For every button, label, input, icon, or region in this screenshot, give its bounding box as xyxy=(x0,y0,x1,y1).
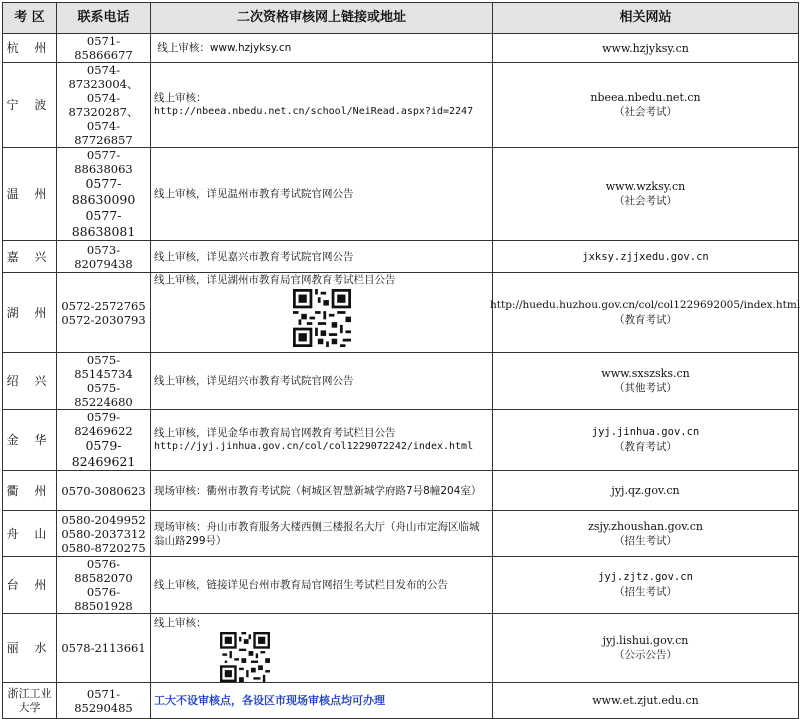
website-cell xyxy=(493,683,799,719)
phone-cell: 0572-2572765 0572-2030793 xyxy=(57,273,151,353)
address-cell xyxy=(151,34,493,63)
phone-cell: 0579-82469622 0579-82469621 xyxy=(57,410,151,471)
table-row xyxy=(3,410,799,471)
website-link[interactable]: www.hzjyksy.cn xyxy=(602,41,689,55)
address-cell xyxy=(151,683,493,719)
address-cell xyxy=(151,241,493,273)
region-cell: 温 州 xyxy=(3,148,57,241)
table-row xyxy=(3,683,799,719)
region-cell: 舟 山 xyxy=(3,511,57,557)
website-cell xyxy=(493,241,799,273)
phone-cell: 0576-88582070 0576-88501928 xyxy=(57,557,151,614)
header-website: 相关网站 xyxy=(493,3,799,34)
region-cell: 台 州 xyxy=(3,557,57,614)
website-link[interactable]: jyj.lishui.gov.cn xyxy=(602,634,689,647)
address-text: 线上审核，详见湖州市教育局官网教育考试栏目公告 xyxy=(154,274,396,286)
region-cell: 丽 水 xyxy=(3,614,57,683)
website-link[interactable]: http://huedu.huzhou.gov.cn/col/col1229692005/index.html xyxy=(490,298,800,311)
table-row xyxy=(3,557,799,614)
address-text: 线上审核： xyxy=(154,92,207,104)
table-row xyxy=(3,148,799,241)
phone-cell: 0571-85866677 xyxy=(57,34,151,63)
region-cell: 嘉 兴 xyxy=(3,241,57,273)
qr-code-icon xyxy=(293,289,351,347)
header-phone: 联系电话 xyxy=(57,3,151,34)
website-cell xyxy=(493,511,799,557)
address-text: 线上审核： xyxy=(154,617,207,629)
address-cell xyxy=(151,557,493,614)
address-text: 线上审核，链接详见台州市教育局官网招生考试栏目发布的公告 xyxy=(154,579,448,591)
website-category: （公示公告） xyxy=(614,649,677,661)
region-cell: 湖 州 xyxy=(3,273,57,353)
website-category: （招生考试） xyxy=(614,586,677,598)
address-text: 工大不设审核点，各设区市现场审核点均可办理 xyxy=(154,693,385,707)
table-row xyxy=(3,63,799,148)
address-cell xyxy=(151,410,493,471)
website-cell xyxy=(493,63,799,148)
website-link[interactable]: www.sxszsks.cn xyxy=(601,367,690,380)
address-cell xyxy=(151,148,493,241)
address-link[interactable]: http://jyj.jinhua.gov.cn/col/col1229072242/index.html xyxy=(154,441,474,452)
address-text: 线上审核，详见绍兴市教育考试院官网公告 xyxy=(154,375,354,387)
website-category: （社会考试） xyxy=(614,195,677,207)
website-cell xyxy=(493,353,799,410)
phone-cell: 0573-82079438 xyxy=(57,241,151,273)
phone-cell: 0578-2113661 xyxy=(57,614,151,683)
phone-cell: 0580-2049952 0580-2037312 0580-8720275 xyxy=(57,511,151,557)
address-text: 线上审核，详见温州市教育考试院官网公告 xyxy=(154,188,354,200)
region-cell: 杭 州 xyxy=(3,34,57,63)
table-row xyxy=(3,614,799,683)
region-cell: 衢 州 xyxy=(3,471,57,511)
region-cell: 浙江工业大学 xyxy=(3,683,57,719)
website-link[interactable]: nbeea.nbedu.net.cn xyxy=(590,91,701,104)
website-link[interactable]: jyj.jinhua.gov.cn xyxy=(591,426,700,438)
table-row xyxy=(3,34,799,63)
website-category: （招生考试） xyxy=(614,534,677,547)
address-text: 线上审核，详见金华市教育局官网教育考试栏目公告 xyxy=(154,427,396,439)
website-cell xyxy=(493,34,799,63)
address-cell xyxy=(151,614,493,683)
website-category: （教育考试） xyxy=(614,441,677,453)
table-row xyxy=(3,353,799,410)
website-cell xyxy=(493,471,799,511)
website-cell xyxy=(493,148,799,241)
qr-code-icon xyxy=(218,632,272,682)
website-link[interactable]: www.wzksy.cn xyxy=(605,180,686,193)
table-row xyxy=(3,511,799,557)
table-header-row xyxy=(3,3,799,34)
website-category: （其他考试） xyxy=(614,382,677,394)
website-link[interactable]: jyj.qz.gov.cn xyxy=(611,484,680,497)
header-address: 二次资格审核网上链接或地址 xyxy=(151,3,493,34)
phone-cell: 0577-88638063 0577- 88630090 0577- 88638081 xyxy=(57,148,151,241)
phone-cell: 0575-85145734 0575-85224680 xyxy=(57,353,151,410)
table-row xyxy=(3,241,799,273)
address-text: 线上审核，详见嘉兴市教育考试院官网公告 xyxy=(154,250,354,263)
website-cell xyxy=(493,614,799,683)
address-text: 现场审核：舟山市教育服务大楼西侧三楼报名大厅（舟山市定海区临城翁山路299号） xyxy=(154,520,480,547)
address-cell xyxy=(151,273,493,353)
region-cell: 宁 波 xyxy=(3,63,57,148)
website-category: （教育考试） xyxy=(614,313,677,326)
website-category: （社会考试） xyxy=(614,106,677,118)
address-cell xyxy=(151,511,493,557)
website-cell xyxy=(490,273,800,353)
address-cell xyxy=(151,353,493,410)
website-cell xyxy=(493,410,799,471)
address-text: 线上审核：www.hzjyksy.cn xyxy=(157,42,292,54)
website-link[interactable]: jyj.zjtz.gov.cn xyxy=(598,571,693,583)
region-cell: 金 华 xyxy=(3,410,57,471)
website-link[interactable]: jxksy.zjjxedu.gov.cn xyxy=(582,250,709,263)
address-cell xyxy=(151,63,493,148)
website-link[interactable]: zsjy.zhoushan.gov.cn xyxy=(588,519,703,533)
phone-cell: 0574- 87323004、 0574- 87320287、 0574-87726857 xyxy=(57,63,151,148)
table-row xyxy=(3,471,799,511)
website-link[interactable]: www.et.zjut.edu.cn xyxy=(592,694,699,707)
phone-cell: 0571-85290485 xyxy=(57,683,151,719)
website-cell xyxy=(493,557,799,614)
address-link[interactable]: http://nbeea.nbedu.net.cn/school/NeiRead.aspx?id=2247 xyxy=(154,106,474,117)
exam-region-table xyxy=(2,2,799,719)
header-region: 考 区 xyxy=(3,3,57,34)
region-cell: 绍 兴 xyxy=(3,353,57,410)
address-text: 现场审核：衢州市教育考试院（柯城区智慧新城学府路7号8幢204室） xyxy=(154,484,482,497)
phone-cell: 0570-3080623 xyxy=(57,471,151,511)
table-row xyxy=(3,273,799,353)
address-cell xyxy=(151,471,493,511)
